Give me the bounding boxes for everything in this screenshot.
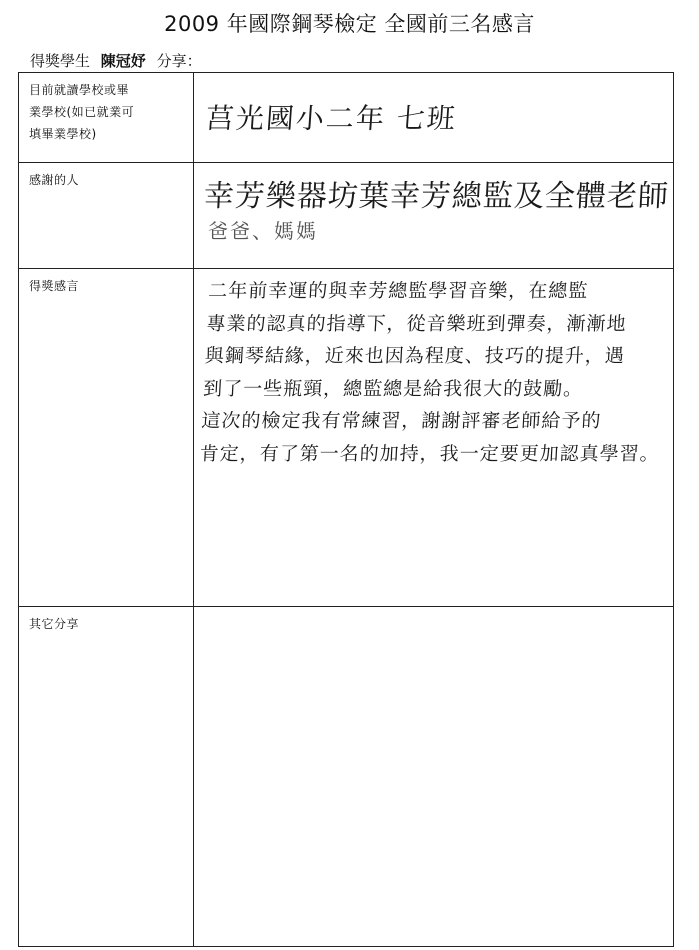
thanks-row xyxy=(19,163,674,269)
thanks-label-cell xyxy=(19,163,194,269)
thanks-handwritten-main: 幸芳樂器坊葉幸芳總監及全體老師 xyxy=(202,179,670,214)
student-name: 陳冠妤 xyxy=(100,52,146,70)
speech-line: 二年前幸運的與幸芳總監學習音樂，在總監 xyxy=(207,280,589,302)
other-label-cell xyxy=(19,607,194,947)
school-label-cell xyxy=(19,73,194,163)
speech-answer-cell xyxy=(194,269,674,607)
school-handwritten-answer: 莒光國小二年 七班 xyxy=(204,102,458,135)
share-label: 分享： xyxy=(156,52,202,70)
speech-row xyxy=(19,269,674,607)
page-title: 2009 年國際鋼琴檢定 全國前三名感言 xyxy=(164,12,535,36)
speech-line: 肯定，有了第一名的加持，我一定要更加認真學習。 xyxy=(199,442,661,465)
speech-line: 專業的認真的指導下，從音樂班到彈奏，漸漸地 xyxy=(205,312,628,335)
speech-label-cell xyxy=(19,269,194,607)
speech-handwritten-text xyxy=(199,275,689,470)
speech-line: 這次的檢定我有常練習，謝謝評審老師給予的 xyxy=(200,410,603,432)
speech-line: 與鋼琴結緣，近來也因為程度、技巧的提升，遇 xyxy=(204,345,626,367)
school-row xyxy=(19,73,674,163)
thanks-handwritten-sub: 爸爸、媽媽 xyxy=(208,219,318,243)
thanks-label: 感謝的人 xyxy=(29,173,80,187)
school-label: 目前就讀學校或畢 業學校(如已就業可 填畢業學校) xyxy=(29,83,135,141)
student-label: 得獎學生 xyxy=(30,52,91,70)
speech-label: 得獎感言 xyxy=(29,279,80,293)
school-answer-cell xyxy=(194,73,674,163)
other-answer-cell xyxy=(194,607,674,947)
other-label: 其它分享 xyxy=(29,617,80,631)
other-row xyxy=(19,607,674,947)
student-line xyxy=(30,50,202,71)
speech-line: 到了一些瓶頸，總監總是給我很大的鼓勵。 xyxy=(202,377,584,400)
thanks-answer-cell xyxy=(194,163,674,269)
feedback-form-table xyxy=(18,72,674,947)
